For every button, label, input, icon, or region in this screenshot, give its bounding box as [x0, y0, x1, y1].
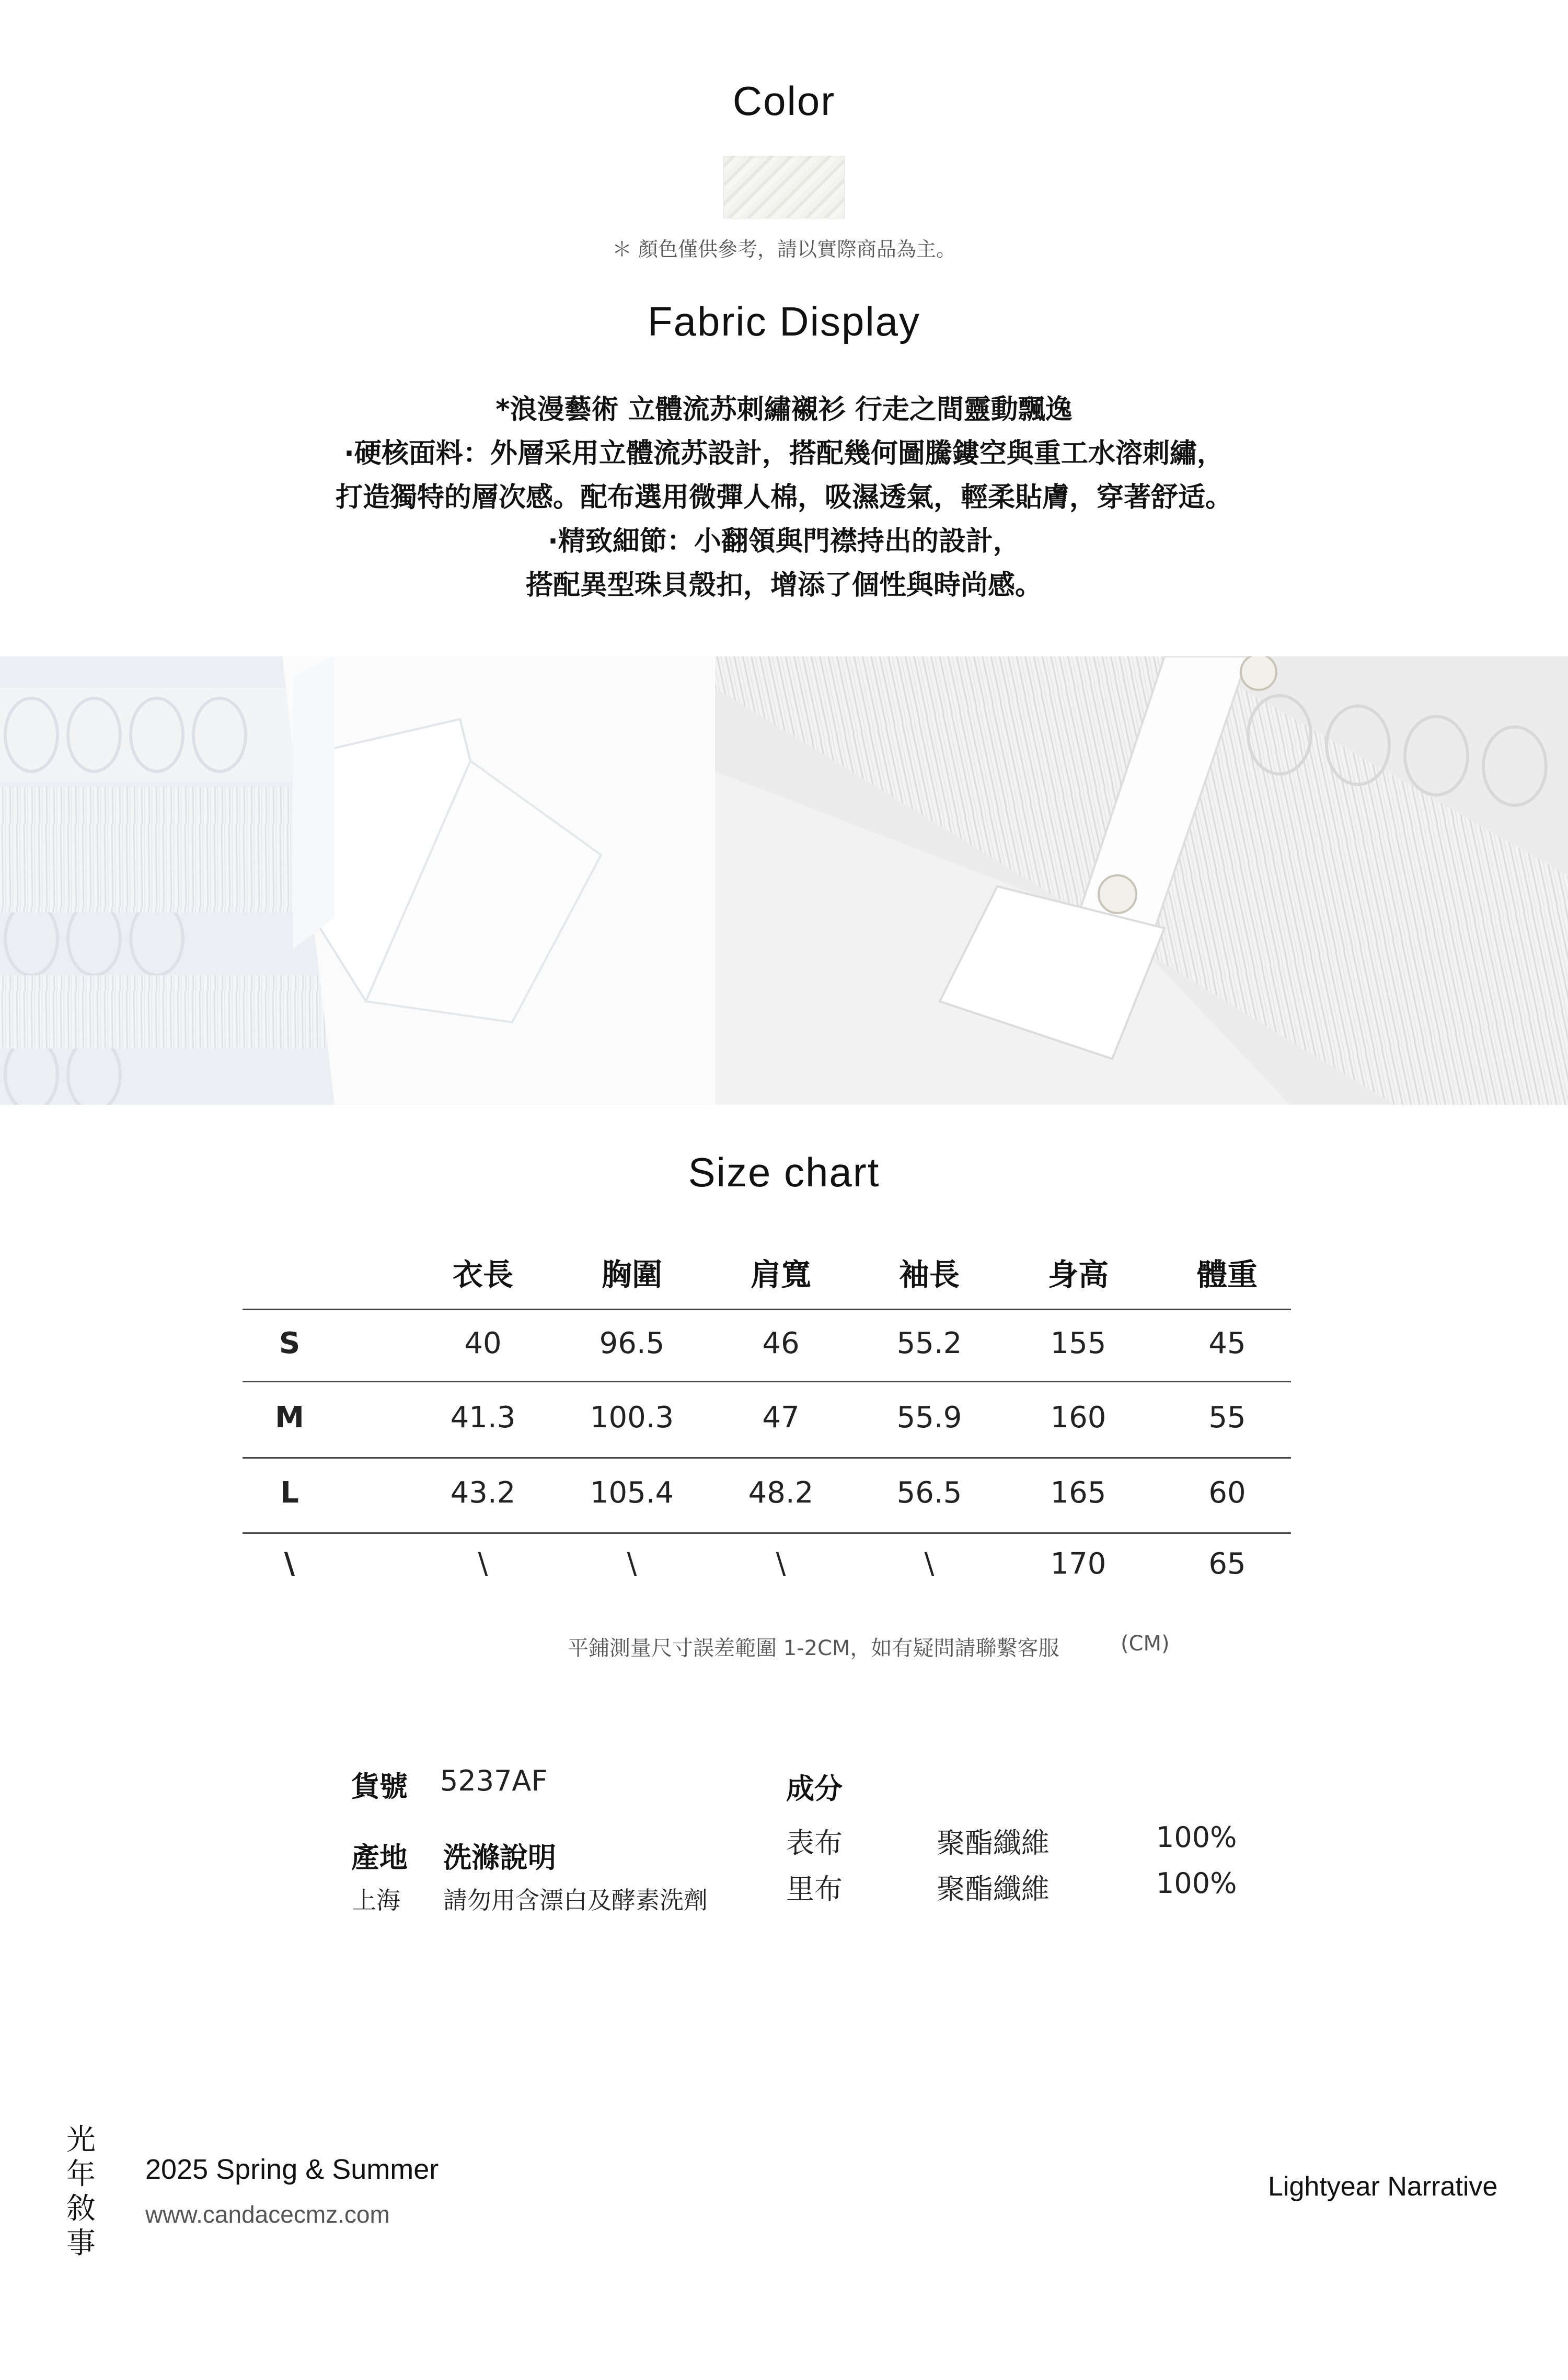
size-label: L [280, 1476, 299, 1510]
wash-label: 洗滌說明 [443, 1841, 556, 1874]
table-cell: 55.9 [896, 1401, 962, 1435]
table-cell: \ [627, 1547, 637, 1581]
table-cell: 60 [1208, 1476, 1246, 1510]
fabric-line: 搭配異型珠貝殼扣，增添了個性與時尚感。 [525, 570, 1042, 601]
fabric-title: Fabric Display [647, 298, 921, 344]
website-link[interactable]: www.candacecmz.com [145, 2201, 390, 2228]
season-label: 2025 Spring & Summer [145, 2154, 439, 2185]
table-cell: 48.2 [748, 1476, 814, 1510]
collar-detail-photo [0, 656, 713, 1105]
table-cell: \ [776, 1547, 786, 1581]
table-cell: 55.2 [896, 1326, 962, 1360]
composition-label: 成分 [786, 1772, 843, 1805]
origin-label: 產地 [351, 1841, 408, 1874]
table-cell: \ [478, 1547, 488, 1581]
table-cell: 55 [1208, 1401, 1246, 1435]
composition-part: 里布 [786, 1873, 843, 1905]
table-cell: 165 [1050, 1476, 1106, 1510]
table-divider [243, 1381, 1291, 1382]
table-cell: 47 [762, 1401, 800, 1435]
table-cell: 100.3 [590, 1401, 674, 1435]
column-header: 身高 [1047, 1257, 1109, 1292]
measurement-note: 平鋪測量尺寸誤差範圍 1-2CM，如有疑問請聯繫客服 [568, 1636, 1059, 1660]
fabric-description [0, 388, 1568, 607]
color-swatch-white[interactable] [723, 156, 845, 218]
color-title: Color [732, 78, 836, 124]
brand-char: 年 [66, 2157, 96, 2191]
table-cell: 160 [1050, 1401, 1106, 1435]
cuff-detail-photo [715, 656, 1568, 1105]
unit-label: (CM) [1121, 1632, 1170, 1656]
column-header: 肩寬 [750, 1257, 811, 1292]
fabric-line: *浪漫藝術 立體流苏刺繡襯衫 行走之間靈動飄逸 [495, 394, 1073, 425]
table-divider [243, 1457, 1291, 1459]
table-cell: 105.4 [590, 1476, 674, 1510]
composition-material: 聚酯纖維 [937, 1873, 1050, 1905]
composition-percent: 100% [1156, 1821, 1237, 1854]
color-disclaimer: ＊ 顏色僅供參考，請以實際商品為主。 [612, 238, 956, 261]
table-cell: 45 [1208, 1326, 1246, 1360]
brand-logo-vertical [63, 2123, 99, 2261]
size-chart-title: Size chart [688, 1149, 880, 1195]
origin-value: 上海 [352, 1886, 400, 1914]
composition-percent: 100% [1156, 1867, 1237, 1900]
table-cell: 40 [464, 1326, 502, 1360]
column-header: 胸圍 [601, 1257, 662, 1292]
size-label: M [275, 1401, 304, 1435]
fabric-line: ·精致細節：小翻領與門襟持出的設計， [548, 526, 1020, 557]
column-header: 袖長 [898, 1257, 960, 1292]
brand-char: 事 [66, 2226, 96, 2260]
size-label: \ [284, 1547, 295, 1581]
table-cell: \ [924, 1547, 935, 1581]
composition-material: 聚酯纖維 [937, 1827, 1050, 1859]
wash-instructions: 請勿用含漂白及酵素洗劑 [443, 1886, 708, 1914]
composition-part: 表布 [786, 1827, 843, 1859]
table-cell: 96.5 [599, 1326, 665, 1360]
column-header: 衣長 [452, 1257, 513, 1292]
brand-char: 敘 [66, 2192, 96, 2226]
item-number-label: 貨號 [351, 1770, 408, 1803]
brand-name-en: Lightyear Narrative [1268, 2171, 1498, 2202]
table-cell: 43.2 [450, 1476, 516, 1510]
table-cell: 170 [1050, 1547, 1106, 1581]
table-cell: 41.3 [450, 1401, 516, 1435]
item-number-value: 5237AF [440, 1764, 548, 1797]
table-cell: 65 [1208, 1547, 1246, 1581]
table-divider [243, 1309, 1291, 1310]
table-cell: 46 [762, 1326, 800, 1360]
fabric-line: ·硬核面料：外層采用立體流苏設計，搭配幾何圖騰鏤空與重工水溶刺繡， [344, 438, 1224, 469]
table-cell: 56.5 [896, 1476, 962, 1510]
table-cell: 155 [1050, 1326, 1106, 1360]
table-divider [243, 1532, 1291, 1534]
size-label: S [279, 1326, 301, 1360]
fabric-line: 打造獨特的層次感。配布選用微彈人棉，吸濕透氣，輕柔貼膚，穿著舒适。 [335, 482, 1232, 513]
column-header: 體重 [1196, 1257, 1258, 1292]
brand-char: 光 [66, 2123, 96, 2157]
